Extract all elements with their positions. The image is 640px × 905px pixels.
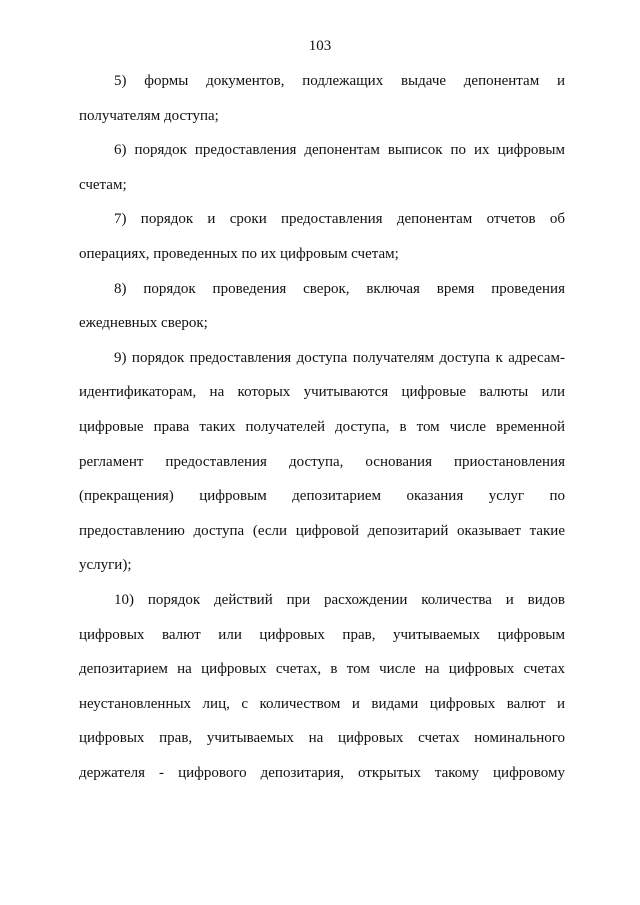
text-line: получателям доступа;: [79, 107, 219, 124]
text-line: идентификаторам, на которых учитываются цифровые валюты или: [79, 384, 565, 401]
text-line: 8) порядок проведения сверок, включая время проведения: [114, 280, 565, 297]
text-line: 6) порядок предоставления депонентам выписок по их цифровым: [114, 142, 565, 159]
text-line: неустановленных лиц, с количеством и видами цифровых валют и: [79, 695, 565, 712]
text-line: операциях, проведенных по их цифровым счетам;: [79, 245, 399, 262]
text-line: держателя - цифрового депозитария, открытых такому цифровому: [79, 764, 565, 781]
text-line: ежедневных сверок;: [79, 315, 208, 332]
text-line: цифровых прав, учитываемых на цифровых счетах номинального: [79, 730, 565, 747]
text-line: счетам;: [79, 176, 127, 193]
text-line: регламент предоставления доступа, основания приостановления: [79, 453, 565, 470]
text-line: услуги);: [79, 557, 132, 574]
text-line: (прекращения) цифровым депозитарием оказания услуг по: [79, 488, 565, 505]
text-line: цифровые права таких получателей доступа, в том числе временной: [79, 418, 565, 435]
page-number: 103: [308, 38, 332, 54]
text-line: 10) порядок действий при расхождении количества и видов: [114, 591, 565, 608]
text-line: цифровых валют или цифровых прав, учитываемых цифровым: [79, 626, 565, 643]
text-line: 5) формы документов, подлежащих выдаче депонентам и: [114, 73, 565, 89]
document-body: [79, 64, 565, 790]
text-line: предоставлению доступа (если цифровой депозитарий оказывает такие: [79, 522, 565, 539]
text-line: 7) порядок и сроки предоставления депонентам отчетов об: [114, 211, 565, 228]
text-line: депозитарием на цифровых счетах, в том числе на цифровых счетах: [79, 661, 565, 678]
text-line: 9) порядок предоставления доступа получателям доступа к адресам-: [114, 349, 565, 366]
